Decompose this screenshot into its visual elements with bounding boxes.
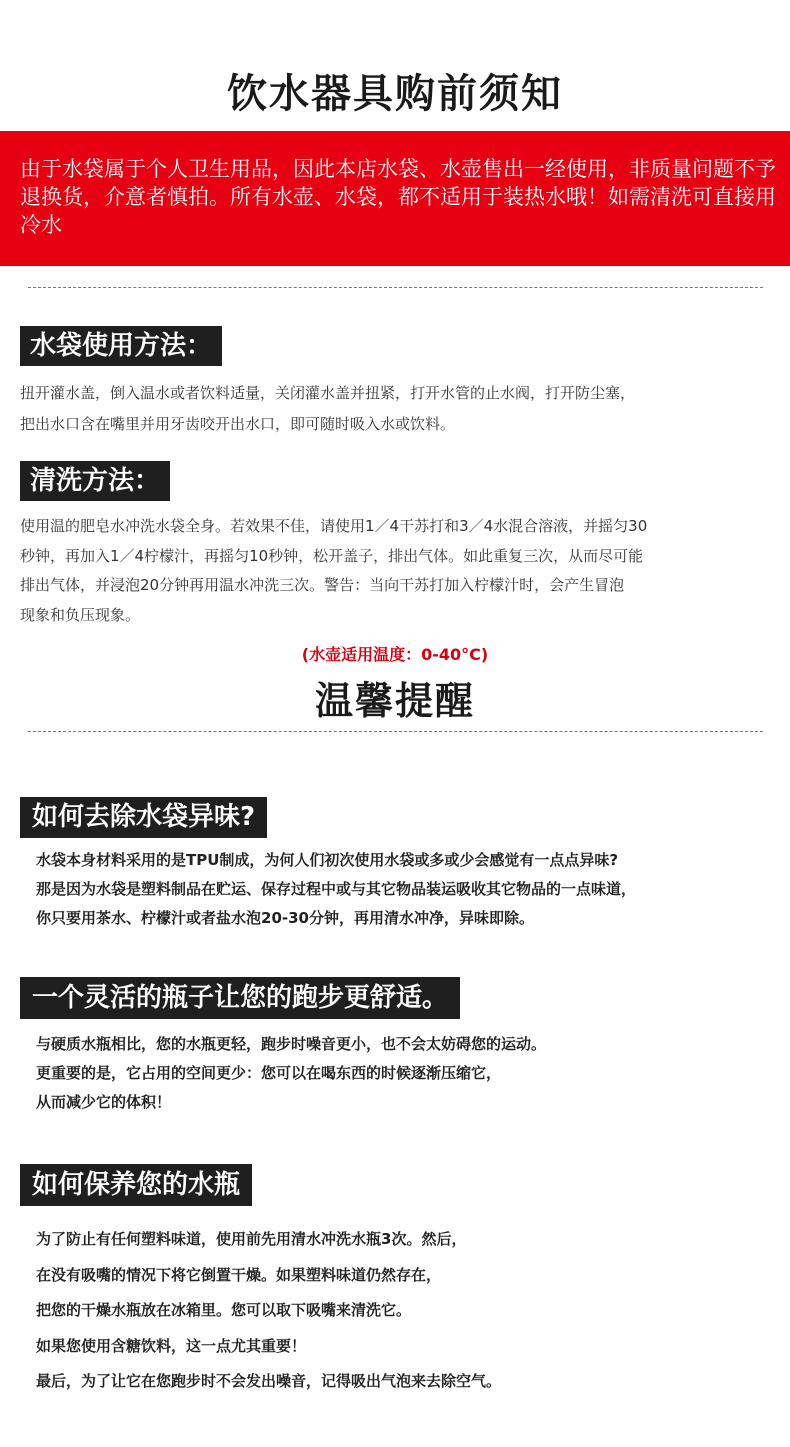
care-text [36, 1224, 501, 1402]
care-line: 为了防止有任何塑料味道，使用前先用清水冲洗水瓶3次。然后， [36, 1230, 467, 1248]
flexible-heading: 一个灵活的瓶子让您的跑步更舒适。 [20, 977, 460, 1019]
temperature-note: (水壶适用温度：0-40°C) [301, 645, 489, 664]
cleaning-line: 现象和负压现象。 [20, 605, 141, 624]
flexible-line: 与硬质水瓶相比，您的水瓶更轻，跑步时噪音更小，也不会太妨碍您的运动。 [36, 1035, 547, 1053]
cleaning-line: 秒钟，再加入1／4柠檬汁，再摇匀10秒钟，松开盖子，排出气体。如此重复三次，从而尽可能 [20, 546, 644, 565]
odor-line: 你只要用茶水、柠檬汁或者盐水泡20-30分钟，再用清水冲净，异味即除。 [36, 909, 534, 927]
cleaning-heading: 清洗方法： [20, 461, 170, 501]
odor-line: 水袋本身材料采用的是TPU制成，为何人们初次使用水袋或多或少会感觉有一点点异味? [36, 851, 619, 869]
usage-line: 把出水口含在嘴里并用牙齿咬开出水口，即可随时吸入水或饮料。 [20, 415, 456, 433]
reminder-title: 温馨提醒 [314, 679, 475, 723]
care-line: 在没有吸嘴的情况下将它倒置干燥。如果塑料味道仍然存在， [36, 1265, 442, 1284]
odor-heading: 如何去除水袋异味? [20, 797, 267, 838]
care-heading: 如何保养您的水瓶 [20, 1164, 252, 1206]
usage-text [20, 378, 780, 440]
cleaning-text [20, 512, 780, 630]
divider [28, 287, 763, 288]
cleaning-line: 使用温的肥皂水冲洗水袋全身。若效果不佳，请使用1／4干苏打和3／4水混合溶液，并摇匀30 [20, 517, 648, 535]
odor-line: 那是因为水袋是塑料制品在贮运、保存过程中或与其它物品装运吸收其它物品的一点味道， [36, 880, 637, 898]
page-title: 饮水器具购前须知 [227, 71, 563, 117]
flexible-line: 从而减少它的体积！ [36, 1093, 172, 1111]
usage-heading: 水袋使用方法： [20, 326, 222, 366]
odor-text [36, 846, 636, 933]
care-line: 如果您使用含糖饮料，这一点尤其重要！ [36, 1336, 307, 1355]
notice-text: 由于水袋属于个人卫生用品，因此本店水袋、水壶售出一经使用，非质量问题不予退换货，介意者慎拍。所有水壶、水袋，都不适用于装热水哦！如需清洗可直接用冷水 [20, 157, 776, 237]
care-line: 最后，为了让它在您跑步时不会发出噪音，记得吸出气泡来去除空气。 [36, 1372, 502, 1390]
care-line: 把您的干燥水瓶放在冰箱里。您可以取下吸嘴来清洗它。 [36, 1301, 412, 1319]
flexible-line: 更重要的是，它占用的空间更少：您可以在喝东西的时候逐渐压缩它， [36, 1064, 502, 1082]
divider [28, 731, 763, 732]
flexible-text [36, 1030, 546, 1117]
cleaning-line: 排出气体，并浸泡20分钟再用温水冲洗三次。警告：当向干苏打加入柠檬汁时，会产生冒泡 [20, 576, 625, 594]
usage-line: 扭开灌水盖，倒入温水或者饮料适量，关闭灌水盖并扭紧，打开水管的止水阀，打开防尘塞， [20, 384, 636, 402]
